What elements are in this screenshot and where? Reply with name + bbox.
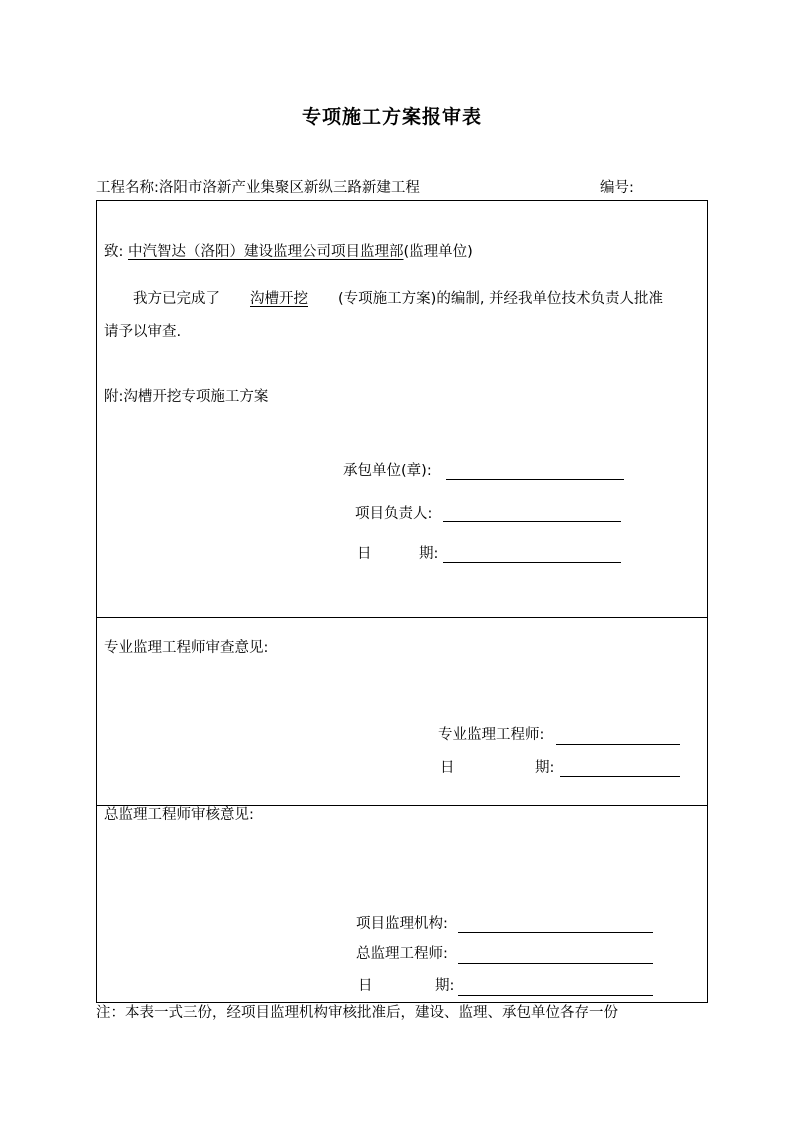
specialist-engineer-signature-line bbox=[556, 744, 680, 745]
project-name: 工程名称:洛阳市洛新产业集聚区新纵三路新建工程 bbox=[96, 180, 420, 196]
submission-line-2: 请予以审查. bbox=[104, 324, 182, 340]
project-manager-signature-line bbox=[443, 521, 621, 522]
chief-engineer-label: 总监理工程师: bbox=[356, 946, 448, 962]
scheme-name: 沟槽开挖 bbox=[250, 291, 308, 307]
form-number-label: 编号: bbox=[600, 180, 634, 196]
date-label-b-3: 期: bbox=[435, 978, 455, 994]
form-title: 专项施工方案报审表 bbox=[302, 106, 483, 128]
date-label-b-1: 期: bbox=[419, 546, 439, 562]
specialist-engineer-label: 专业监理工程师: bbox=[438, 727, 545, 743]
date-line-3 bbox=[458, 995, 653, 996]
addressee-line bbox=[104, 245, 473, 260]
project-manager-label: 项目负责人: bbox=[355, 506, 433, 522]
form-frame bbox=[96, 200, 708, 1003]
date-label-b-2: 期: bbox=[535, 760, 555, 776]
supervision-org-label: 项目监理机构: bbox=[356, 916, 448, 932]
section-divider-2 bbox=[96, 805, 708, 806]
contractor-label: 承包单位(章): bbox=[343, 463, 432, 479]
date-line-2 bbox=[560, 776, 680, 777]
footer-note: 注：本表一式三份，经项目监理机构审核批准后，建设、监理、承包单位各存一份 bbox=[96, 1005, 618, 1021]
addressee-prefix: 致: bbox=[104, 244, 128, 260]
date-label-a-1: 日 bbox=[357, 546, 372, 562]
specialist-review-heading: 专业监理工程师审查意见: bbox=[104, 640, 269, 656]
date-label-a-2: 日 bbox=[440, 760, 455, 776]
supervision-org-signature-line bbox=[458, 932, 653, 933]
submission-suffix: (专项施工方案)的编制, 并经我单位技术负责人批准 bbox=[338, 291, 664, 307]
chief-review-heading: 总监理工程师审核意见: bbox=[104, 807, 254, 823]
addressee-suffix: (监理单位) bbox=[403, 244, 473, 260]
date-line-1 bbox=[443, 562, 621, 563]
chief-engineer-signature-line bbox=[458, 963, 653, 964]
submission-line-1 bbox=[133, 292, 663, 307]
attachment-line: 附:沟槽开挖专项施工方案 bbox=[104, 389, 269, 405]
submission-prefix: 我方已完成了 bbox=[133, 291, 220, 307]
date-label-a-3: 日 bbox=[358, 978, 373, 994]
section-divider-1 bbox=[96, 617, 708, 618]
contractor-signature-line bbox=[446, 479, 624, 480]
supervision-unit: 中汽智达（洛阳）建设监理公司项目监理部 bbox=[128, 244, 404, 260]
